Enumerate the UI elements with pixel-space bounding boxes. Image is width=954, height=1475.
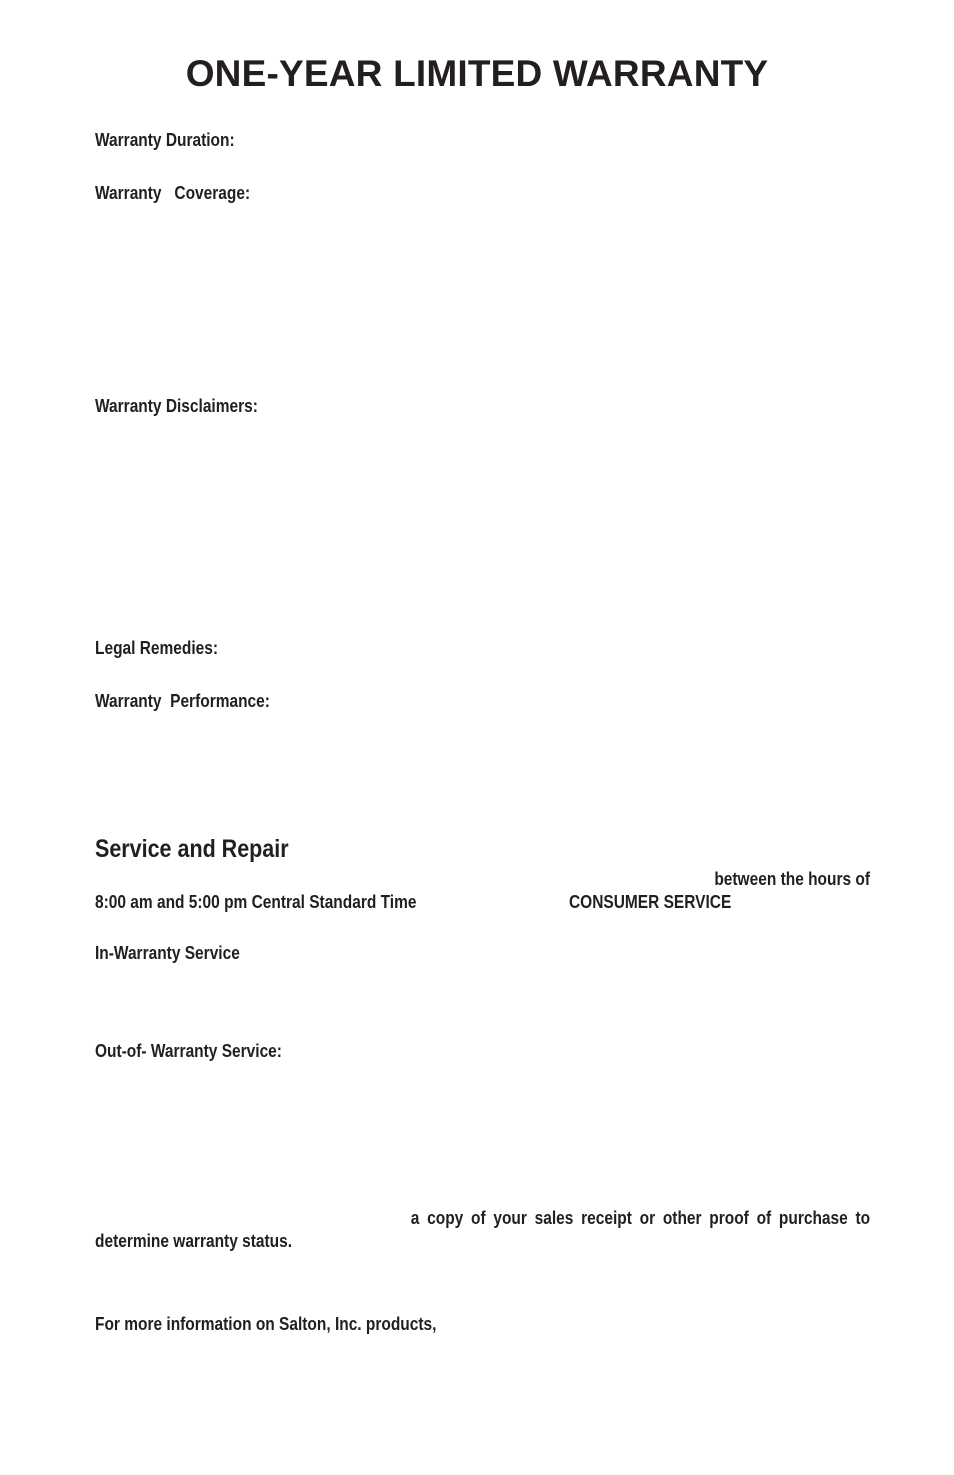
consumer-service-label: CONSUMER SERVICE	[569, 892, 732, 912]
more-information-text: For more information on Salton, Inc. products,	[95, 1314, 437, 1334]
warranty-disclaimers-label: Warranty Disclaimers:	[95, 396, 258, 416]
receipt-requirement-tail: determine warranty status.	[95, 1231, 293, 1251]
legal-remedies-label: Legal Remedies:	[95, 638, 219, 658]
service-hours-lead: between the hours of	[714, 869, 870, 889]
page-title: ONE-YEAR LIMITED WARRANTY	[185, 53, 769, 94]
service-hours-time: 8:00 am and 5:00 pm Central Standard Time	[95, 892, 417, 912]
service-repair-heading: Service and Repair	[95, 835, 289, 863]
receipt-requirement-lead: a copy of your sales receipt or other proof of purchase to	[410, 1208, 870, 1228]
warranty-performance-label: Warranty Performance:	[95, 691, 270, 711]
in-warranty-service-label: In-Warranty Service	[95, 943, 240, 963]
warranty-duration-label: Warranty Duration:	[95, 130, 235, 150]
warranty-coverage-label: Warranty Coverage:	[95, 183, 251, 203]
out-of-warranty-service-label: Out-of- Warranty Service:	[95, 1041, 282, 1061]
